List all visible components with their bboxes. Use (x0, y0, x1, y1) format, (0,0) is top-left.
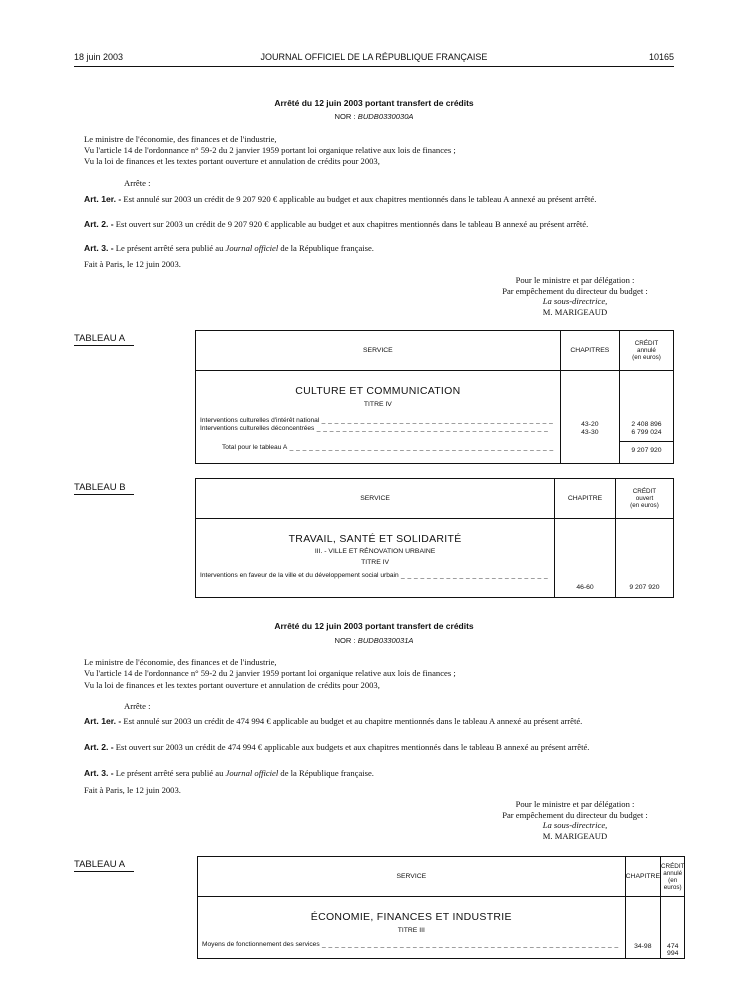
tableA2 (197, 856, 685, 959)
tableA1-header-credit-1: CRÉDIT (634, 340, 659, 347)
tableA2-service-cell (198, 897, 626, 959)
tableA1-ministry: CULTURE ET COMMUNICATION (295, 385, 461, 397)
header-date: 18 juin 2003 (74, 52, 124, 62)
tableA1-titre: TITRE IV (363, 401, 392, 408)
tableA2-header-credit (661, 857, 685, 897)
table-row: Interventions culturelles d'intérêt national _ _ _ _ _ _ _ _ _ _ _ _ _ _ _ _ _ _ _ _ _ _ _ _ _ _ _ _ _ _ _ _ _ _ _ _ (200, 417, 554, 424)
tableB1-header-credit (615, 479, 673, 519)
arrete1-visa-2: Vu l'article 14 de l'ordonnance n° 59-2 du 2 janvier 1959 portant loi organique relative aux lois de finances ; (84, 145, 456, 155)
tableB1-header-service: SERVICE (196, 479, 555, 519)
tableB1-section: III. - VILLE ET RÉNOVATION URBAINE (314, 548, 436, 555)
tableB1-label: TABLEAU B (74, 482, 134, 495)
tableA1-header-credit-2: annulé (637, 347, 656, 354)
table-row: Moyens de fonctionnement des services _ _ _ _ _ _ _ _ _ _ _ _ _ _ _ _ _ _ _ _ _ _ _ _ _ _ _ _ _ _ _ _ _ _ _ _ _ _ _ _ _ _ _ _ _ _ (202, 941, 619, 948)
tableB1-titre: TITRE IV (361, 559, 390, 566)
arrete1-sig-line-4: M. MARIGEAUD (542, 306, 608, 317)
table-row: Interventions culturelles déconcentrées _ _ _ _ _ _ _ _ _ _ _ _ _ _ _ _ _ _ _ _ _ _ _ _ _ _ _ _ _ _ _ _ _ _ _ _ (200, 425, 549, 432)
tableB1-row-credit: 9 207 920 (629, 584, 660, 591)
arrete1-visa-3: Vu la loi de finances et les textes portant ouverture et annulation de crédits pour 2003, (84, 156, 380, 166)
tableA1-row2-label: Interventions culturelles déconcentrées (200, 425, 315, 432)
arrete1-visa-1: Le ministre de l'économie, des finances et de l'industrie, (84, 134, 277, 144)
arrete1-article-1 (74, 194, 674, 205)
arrete1-art3-text-a: Le présent arrêté sera publié au (113, 243, 226, 253)
arrete1-nor-label: NOR : (334, 112, 356, 121)
arrete2-article-2 (74, 742, 674, 753)
arrete1-art3-label: Art. 3. - (84, 243, 114, 253)
tableA2-header-service: SERVICE (198, 857, 626, 897)
tableA2-header-credit-2: annulé (663, 869, 683, 877)
tableA2-header-credit-1: CRÉDIT (661, 862, 685, 870)
tableA1-row2-chapitre: 43-30 (581, 429, 599, 436)
arrete1-art2-label: Art. 2. - (84, 219, 114, 229)
arrete2-art3-label: Art. 3. - (84, 768, 114, 778)
arrete2-arrete: Arrête : (124, 701, 151, 711)
tableA2-row-credit: 474 994 (667, 943, 679, 957)
arrete1-art3-journal: Journal officiel (225, 243, 279, 253)
arrete2-art3-text-b: de la République française. (278, 768, 374, 778)
arrete2-sig-line-3: La sous-directrice, (542, 820, 608, 830)
table-row: Interventions en faveur de la ville et du développement social urbain _ _ _ _ _ _ _ _ _ _ _ _ _ _ _ _ _ _ _ _ _ _ _ (200, 572, 549, 579)
arrete2-art2-text: Est ouvert sur 2003 un crédit de 474 994 € applicable aux budgets et aux chapitres mentionnés dans le tableau B annexé au présent arrêté. (113, 742, 590, 752)
tableA2-row-label: Moyens de fonctionnement des services (202, 941, 320, 948)
arrete2-title: Arrêté du 12 juin 2003 portant transfert de crédits (274, 621, 474, 631)
arrete2-article-1 (74, 716, 674, 727)
tableA1-row1-credit: 2 408 896 (631, 421, 662, 428)
arrete1-sig-line-2: Par empêchement du directeur du budget : (502, 285, 648, 296)
arrete2-art1-text: Est annulé sur 2003 un crédit de 474 994 € applicable au budget et au chapitre mentionnés dans le tableau A annexé au présent arrêté. (121, 716, 583, 726)
arrete1-art1-text: Est annulé sur 2003 un crédit de 9 207 920 € applicable au budget et aux chapitres mentionnés dans le tableau A annexé au présent arrêté. (121, 194, 597, 204)
tableA1-total-value: 9 207 920 (631, 447, 662, 454)
tableA1-service-cell (196, 371, 561, 464)
tableA1-header-service: SERVICE (196, 331, 561, 371)
arrete2-visa-3: Vu la loi de finances et les textes portant ouverture et annulation de crédits pour 2003, (84, 680, 380, 690)
arrete2-art3-journal: Journal officiel (225, 768, 279, 778)
arrete1-art2-text: Est ouvert sur 2003 un crédit de 9 207 920 € applicable au budget et aux chapitres mentionnés dans le tableau B annexé au présent arrêté. (113, 219, 589, 229)
header-rule (74, 66, 674, 67)
tableB1 (195, 478, 674, 598)
tableB1-header-credit-3: (en euros) (630, 502, 659, 509)
tableA1-label: TABLEAU A (74, 333, 134, 346)
tableA2-header-chapitre: CHAPITRE (625, 857, 660, 897)
arrete2-sig-line-1: Pour le ministre et par délégation : (515, 799, 635, 809)
tableA2-label: TABLEAU A (74, 859, 134, 872)
arrete1-nor (74, 112, 674, 121)
tableA1-row2-credit: 6 799 024 (631, 429, 662, 436)
header-page-number: 10165 (648, 52, 674, 62)
arrete2-nor (74, 636, 674, 645)
tableA2-header-credit-3: (en euros) (663, 876, 682, 891)
tableA1 (195, 330, 674, 464)
tableB1-header-credit-2: ouvert (635, 495, 654, 502)
tableA2-ministry: ÉCONOMIE, FINANCES ET INDUSTRIE (310, 911, 512, 923)
arrete2-visa-2: Vu l'article 14 de l'ordonnance n° 59-2 du 2 janvier 1959 portant loi organique relative aux lois de finances ; (84, 668, 456, 678)
tableA2-titre: TITRE III (397, 927, 425, 934)
tableB1-row-label: Interventions en faveur de la ville et du développement social urbain (200, 572, 399, 579)
arrete1-art3-text-b: de la République française. (278, 243, 374, 253)
arrete1-arrete: Arrête : (124, 178, 151, 188)
tableA1-total-row: Total pour le tableau A _ _ _ _ _ _ _ _ _ _ _ _ _ _ _ _ _ _ _ _ _ _ _ _ _ _ _ _ _ _ _ _ _ _ _ _ _ _ _ _ _ (222, 444, 554, 451)
tableA1-header-chapitres: CHAPITRES (560, 331, 619, 371)
arrete1-sig-line-3: La sous-directrice, (542, 296, 608, 306)
tableB1-row-chapitre: 46-60 (576, 584, 594, 591)
tableA1-header-credit-3: (en euros) (632, 354, 661, 361)
tableA1-total-label: Total pour le tableau A (222, 444, 288, 451)
arrete2-art3-text-a: Le présent arrêté sera publié au (113, 768, 226, 778)
tableA1-chapitres-cell (560, 371, 619, 464)
arrete2-sig-line-4: M. MARIGEAUD (542, 830, 608, 841)
arrete2-nor-code: BUDB0330031A (357, 636, 414, 645)
tableA2-row-chapitre: 34-98 (634, 943, 652, 950)
arrete2-sig-line-2: Par empêchement du directeur du budget : (502, 809, 648, 820)
arrete2-art2-label: Art. 2. - (84, 742, 114, 752)
tableA2-chapitre-cell (625, 897, 660, 959)
tableA2-credit-cell (661, 897, 685, 959)
arrete2-art1-label: Art. 1er. - (84, 716, 122, 726)
arrete1-nor-code: BUDB0330030A (357, 112, 414, 121)
tableA1-credit-cell (619, 371, 673, 464)
arrete1-sig-line-1: Pour le ministre et par délégation : (515, 275, 635, 285)
arrete1-title: Arrêté du 12 juin 2003 portant transfert de crédits (274, 98, 474, 108)
arrete1-fait: Fait à Paris, le 12 juin 2003. (84, 259, 181, 269)
tableB1-ministry: TRAVAIL, SANTÉ ET SOLIDARITÉ (288, 533, 462, 545)
tableB1-header-credit-1: CRÉDIT (632, 488, 657, 495)
tableA1-row1-chapitre: 43-20 (581, 421, 599, 428)
arrete2-signature (470, 799, 680, 841)
tableB1-service-cell (196, 519, 555, 598)
arrete1-art1-label: Art. 1er. - (84, 194, 122, 204)
tableB1-credit-cell (615, 519, 673, 598)
arrete2-nor-label: NOR : (334, 636, 356, 645)
tableA1-header-credit (619, 331, 673, 371)
arrete1-article-2 (74, 219, 674, 230)
arrete1-article-3 (74, 243, 674, 254)
arrete2-fait: Fait à Paris, le 12 juin 2003. (84, 785, 181, 795)
header-journal-title: JOURNAL OFFICIEL DE LA RÉPUBLIQUE FRANÇAISE (260, 52, 488, 62)
tableB1-chapitre-cell (555, 519, 616, 598)
arrete2-article-3 (74, 768, 674, 779)
arrete2-visa-1: Le ministre de l'économie, des finances et de l'industrie, (84, 657, 277, 667)
tableB1-header-chapitre: CHAPITRE (555, 479, 616, 519)
arrete1-signature (470, 275, 680, 317)
tableA1-row1-label: Interventions culturelles d'intérêt national (200, 417, 320, 424)
